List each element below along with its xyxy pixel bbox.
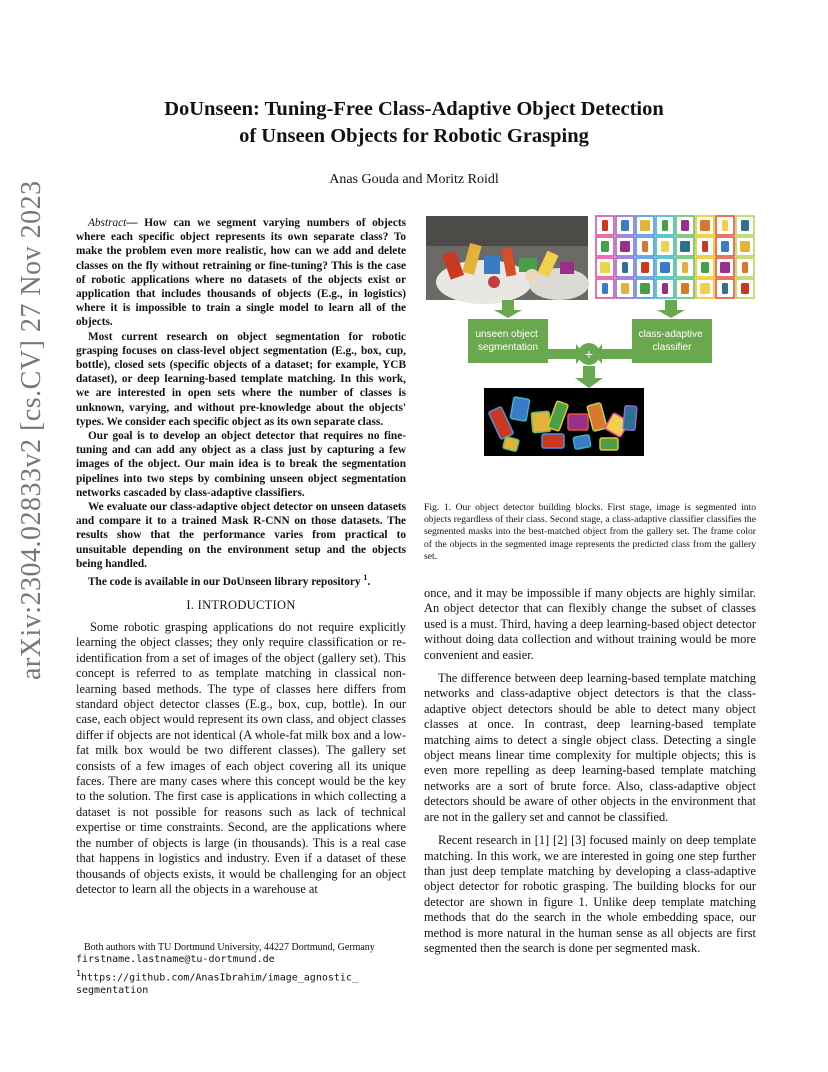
gallery-object [640,220,650,231]
gallery-object [700,220,710,231]
gallery-object [740,241,750,252]
classifier-label-2: classifier [652,342,692,353]
segmented-object [623,406,637,431]
segmented-object [600,438,618,450]
gallery-object [741,283,749,294]
repo-url-1[interactable]: https://github.com/AnasIbrahim/image_agnostic_ [81,972,358,984]
gallery-object [721,241,729,252]
intro-paragraph-1: Some robotic grasping applications do not require explicitly learning the object classes; they only require classification or re-identification from a set of images of the object (gallery set). This concept is referred to as template matching in classical non-learning based methods. The type of classes here differs from standard object detector classes (E.g., box, cup, bottle). In our case, each object would represent its own class, and object classes differ if objects are not identical (A whole-fat milk box and a low-fat milk box would be two different classes). The gallery set consists of a few images of each object covering all its unique faces. There are many cases where this concept would be the key to the solution. The first case is applications in which collecting a dataset is not possible for reasons such as lack of technical expertise or time constraints. Second, are the applications where the number of objects is large (in thousands). This is a real case that happens in logistics and industry. Even if a dataset of these thousands of objects exists, it would be challenging for an object detector to learn all the objects in a warehouse at [76,620,406,896]
gallery-object [742,262,748,273]
gallery-object [622,262,628,273]
gallery-object [720,262,730,273]
paper-title [80,96,748,150]
abstract-p2: Most current research on object segmentation for robotic grasping focuses on class-level object segmentation (E.g., box, cup, bottle), closed sets (specific objects of a dataset; for example, YCB dataset), or deep learning-based template matching. In this work, we are interested in open sets where the number of classes is unknown, varying, and without pre-knowledge about the objects' types. We consider each specific object as its own separate class. [76,330,406,428]
gallery-object [661,241,669,252]
abstract-p5-text: The code is available in our DoUnseen library repository [88,575,361,588]
abstract-label: Abstract [88,217,127,229]
gallery-object [662,283,668,294]
segmentation-label-1: unseen object [475,329,538,340]
title-line-1: DoUnseen: Tuning-Free Class-Adaptive Object Detection [164,98,664,120]
figure-caption: Fig. 1. Our object detector building blocks. First stage, image is segmented into objects regardless of their class. Second stage, a class-adaptive classifier classifies the segmented masks into the best-matched object from the gallery set. The frame color of the objects in the segmented image represents the predicted class from the gallery set. [424,502,756,562]
gallery-object [701,262,709,273]
gallery-object [722,283,728,294]
gallery-object [741,220,749,231]
abstract [76,216,406,589]
segmented-object [531,411,551,432]
intro-right-column [424,586,756,964]
segmented-object [503,436,520,451]
intro-paragraph-2: The difference between deep learning-based template matching networks and class-adaptive object detectors is that the class-adaptive object detectors should be able to detect many object classes at once. In contrast, deep learning-based template matching aims to detect a single object class. Detecting a single object means linear time complexity for multiple objects; this is even more repelling as deep learning-based template matching networks are a sort of brute force. Also, class-adaptive object detectors should be aware of other objects in the environment that are not in the gallery set and cannot be classified. [424,671,756,824]
gallery-object [640,283,650,294]
gallery-object [621,220,629,231]
abstract-p4: We evaluate our class-adaptive object detector on unseen datasets and compare it to a trained Mask R-CNN on those datasets. The results show that the performance varies from practical to unsuitable depending on the environment setup and the objects being handled. [76,501,406,570]
abstract-p1-text: — How can we segment varying numbers of objects where each specific object represents its own separate class? To make the problem even more realistic, how can we add and delete classes on the fly without retraining or fine-tuning? This is the case of robotic applications where no datasets of the objects exist or application that includes thousands of objects (E.g., in logistics) where it is impossible to train a single model to learn all of the objects. [76,217,406,329]
gallery-object [702,241,708,252]
intro-paragraph-cont: once, and it may be impossible if many objects are highly similar. An object detector that can flexibly change the subset of classes used is a must. Third, having a deep learning-based object detector without doing data collection and without training would be more convenient and easier. [424,586,756,662]
gallery-set-grid [596,216,754,298]
repo-url-2[interactable]: segmentation [76,984,149,996]
gallery-object [642,241,648,252]
footnote-ref[interactable]: 1 [363,573,368,583]
gallery-object [641,262,649,273]
gallery-object [722,220,728,231]
title-line-2: of Unseen Objects for Robotic Grasping [239,125,589,147]
gallery-object [682,262,688,273]
figure-1 [424,212,756,460]
gallery-object [681,283,689,294]
footnote-mark: 1 [76,967,82,978]
figure-diagram [424,212,756,460]
gallery-object [600,262,610,273]
gallery-object [601,241,609,252]
segmented-object [568,414,588,430]
footnotes [76,942,406,997]
gallery-object [681,220,689,231]
gallery-object [621,283,629,294]
segmented-object [542,434,564,448]
affiliation-note: Both authors with TU Dortmund University, 44227 Dortmund, Germany [84,942,375,953]
plus-sign: + [584,346,594,362]
gallery-object [660,262,670,273]
segmentation-box [468,319,548,363]
classifier-label-1: class-adaptive [638,329,703,340]
input-scene-photo [426,216,589,304]
gallery-object [602,220,608,231]
section-heading-introduction: I. INTRODUCTION [186,598,296,612]
email-note: firstname.lastname@tu-dortmund.de [76,954,275,966]
segmented-object [510,397,530,421]
repo-footnote [76,967,406,985]
segmented-output-image [484,388,644,456]
segmented-object [573,435,591,450]
gallery-object [620,241,630,252]
gallery-object [700,283,710,294]
abstract-p5 [76,571,406,589]
arxiv-stamp: arXiv:2304.02833v2 [cs.CV] 27 Nov 2023 [16,180,47,680]
abstract-p5-end: . [367,575,371,588]
gallery-object [602,283,608,294]
abstract-p3: Our goal is to develop an object detector that requires no fine-tuning and can add any object as a class just by capturing a few images of the object. Our main idea is to break the segmentation pipelines into two steps by combining unseen object segmentation networks cascaded by class-adaptive classifiers. [76,430,406,499]
intro-left-column [76,620,406,897]
authors: Anas Gouda and Moritz Roidl [329,172,499,187]
classifier-box [632,319,712,363]
segmentation-label-2: segmentation [477,342,539,353]
intro-paragraph-3: Recent research in [1] [2] [3] focused mainly on deep template matching. In this work, we are interested in going one step further than just deep template matching by developing a class-adaptive object detector for robotic grasping. The building blocks for our detector are shown in figure 1. Unlike deep template matching methods that do the search in the whole embedding space, our method is more natural in the human sense as all objects are first segmented then the search is done per segmented mask. [424,833,756,955]
gallery-object [662,220,668,231]
abstract-p1 [76,216,406,330]
gallery-object [680,241,690,252]
